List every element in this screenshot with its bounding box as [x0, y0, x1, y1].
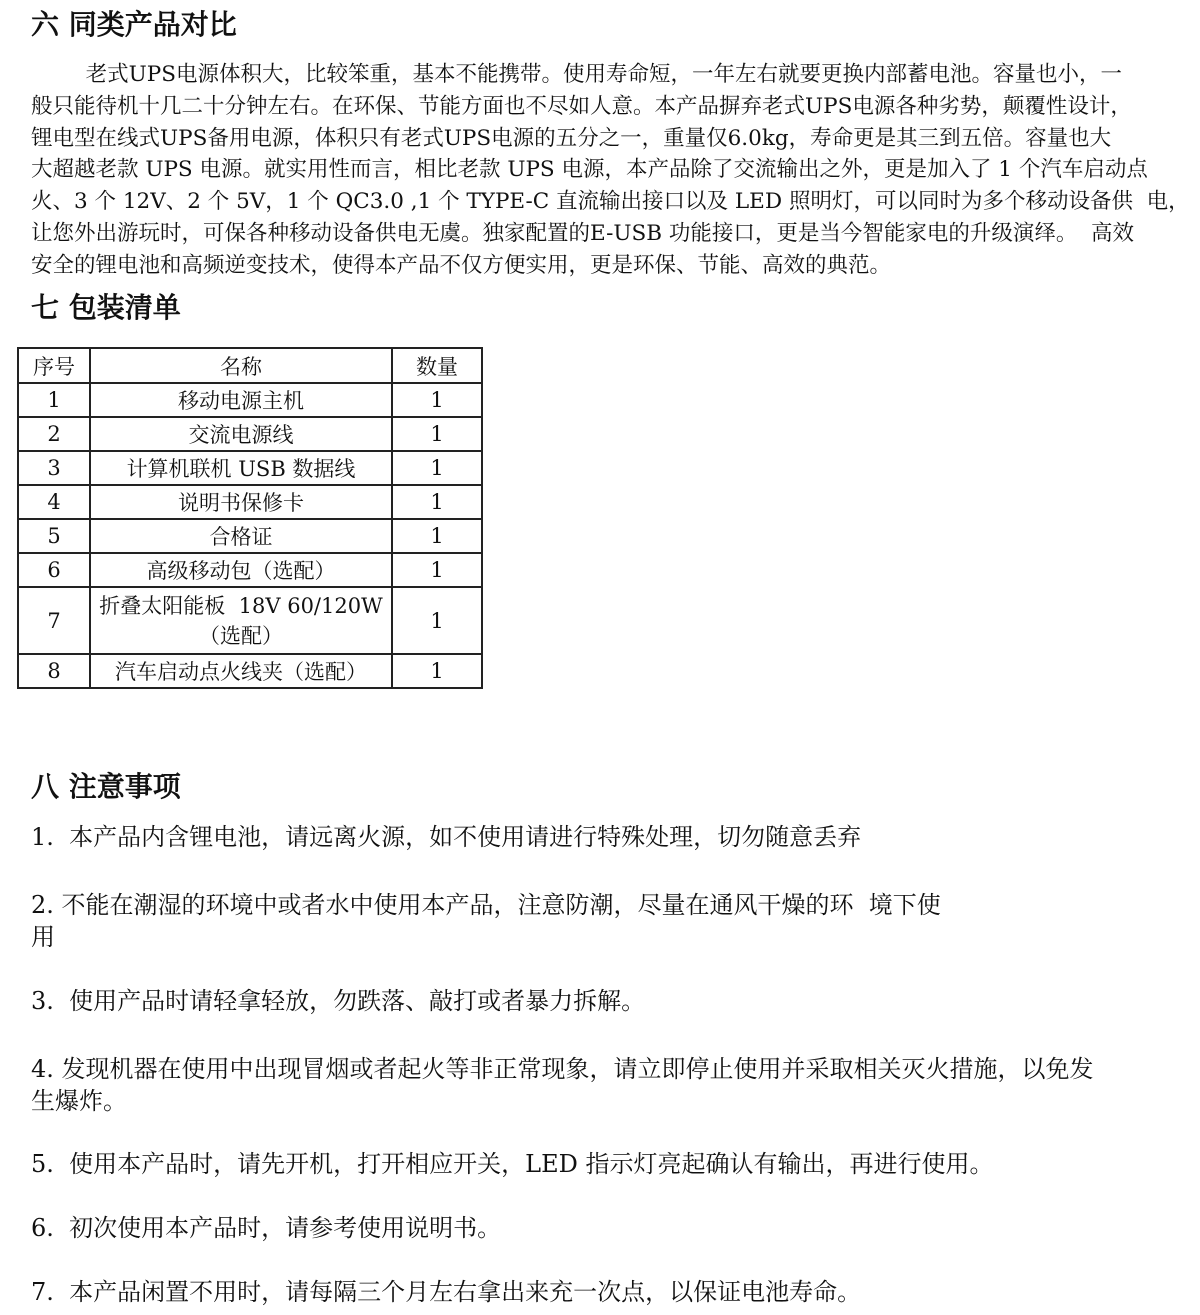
notice-line: 2. 不能在潮湿的环境中或者水中使用本产品，注意防潮，尽量在通风干燥的环 境下使: [31, 891, 941, 919]
table-row: [18, 485, 482, 519]
cell-quantity: 1: [392, 451, 482, 485]
table-row: [18, 587, 482, 654]
notice-line: 5. 使用本产品时，请先开机，打开相应开关，LED 指示灯亮起确认有输出，再进行使用。: [31, 1150, 994, 1178]
cell-quantity: 1: [392, 485, 482, 519]
notice-line: 用: [31, 923, 55, 951]
cell-name: 说明书保修卡: [90, 485, 392, 519]
cell-number: 7: [18, 587, 90, 654]
section-8-title: 八 注意事项: [31, 770, 181, 803]
paragraph-line: 老式UPS电源体积大，比较笨重，基本不能携带。使用寿命短，一年左右就要更换内部蓄电池。容量也小，一: [31, 62, 1122, 87]
paragraph-line: 安全的锂电池和高频逆变技术，使得本产品不仅方便实用，更是环保、节能、高效的典范。: [31, 252, 892, 278]
section-7-title: 七 包装清单: [31, 291, 181, 324]
cell-number: 6: [18, 553, 90, 587]
cell-quantity: 1: [392, 553, 482, 587]
table-header-row: [18, 348, 482, 383]
notice-line: 1. 本产品内含锂电池，请远离火源，如不使用请进行特殊处理，切勿随意丢弃: [31, 823, 862, 851]
cell-number: 3: [18, 451, 90, 485]
cell-name: 移动电源主机: [90, 383, 392, 417]
paragraph-line: 火、3 个 12V、2 个 5V，1 个 QC3.0 ,1 个 TYPE-C 直流输出接口以及 LED 照明灯，可以同时为多个移动设备供 电，: [31, 189, 1190, 215]
notice-line: 3. 使用产品时请轻拿轻放，勿跌落、敲打或者暴力拆解。: [31, 987, 646, 1015]
cell-name: [90, 587, 392, 654]
cell-name: 汽车启动点火线夹（选配）: [90, 654, 392, 688]
notice-item: [31, 1148, 1171, 1180]
cell-name-line: 折叠太阳能板 18V 60/120W: [99, 593, 383, 618]
cell-number: 4: [18, 485, 90, 519]
table-row: [18, 451, 482, 485]
table-row: [18, 417, 482, 451]
cell-number: 1: [18, 383, 90, 417]
paragraph-line: 锂电型在线式UPS备用电源，体积只有老式UPS电源的五分之一，重量仅6.0kg，寿命更是其三到五倍。容量也大: [31, 125, 1112, 151]
notice-item: [31, 985, 1171, 1017]
notice-item: [31, 889, 1171, 953]
cell-number: 8: [18, 654, 90, 688]
notice-item: [31, 821, 1171, 853]
notice-line: 生爆炸。: [31, 1087, 127, 1115]
section-6-paragraph: [31, 59, 1190, 282]
packing-list-table: [17, 347, 483, 689]
table-row: [18, 519, 482, 553]
table-row: [18, 553, 482, 587]
cell-quantity: 1: [392, 417, 482, 451]
cell-name: 高级移动包（选配）: [90, 553, 392, 587]
notice-line: 4. 发现机器在使用中出现冒烟或者起火等非正常现象，请立即停止使用并采取相关灭火措施，以免发: [31, 1055, 1094, 1083]
notice-line: 7. 本产品闲置不用时，请每隔三个月左右拿出来充一次点，以保证电池寿命。: [31, 1278, 862, 1306]
table-row: [18, 654, 482, 688]
column-header-name: 名称: [90, 348, 392, 383]
cell-name: 计算机联机 USB 数据线: [90, 451, 392, 485]
cell-quantity: 1: [392, 519, 482, 553]
cell-name: 交流电源线: [90, 417, 392, 451]
paragraph-line: 大超越老款 UPS 电源。就实用性而言，相比老款 UPS 电源，本产品除了交流输出之外，更是加入了 1 个汽车启动点: [31, 157, 1148, 183]
cell-name: 合格证: [90, 519, 392, 553]
cell-number: 5: [18, 519, 90, 553]
section-6-title: 六 同类产品对比: [31, 8, 237, 41]
column-header-number: 序号: [18, 348, 90, 383]
cell-quantity: 1: [392, 383, 482, 417]
notice-item: [31, 1053, 1171, 1117]
cell-number: 2: [18, 417, 90, 451]
cell-quantity: 1: [392, 654, 482, 688]
table-row: [18, 383, 482, 417]
notice-item: [31, 1276, 1171, 1308]
paragraph-line: 让您外出游玩时，可保各种移动设备供电无虞。独家配置的E-USB 功能接口，更是当今智能家电的升级演绎。 高效: [31, 220, 1135, 246]
column-header-quantity: 数量: [392, 348, 482, 383]
cell-name-line: （选配）: [199, 623, 283, 648]
notice-item: [31, 1212, 1171, 1244]
cell-quantity: 1: [392, 587, 482, 654]
paragraph-line: 般只能待机十几二十分钟左右。在环保、节能方面也不尽如人意。本产品摒弃老式UPS电源各种劣势，颠覆性设计，: [31, 93, 1132, 119]
notice-line: 6. 初次使用本产品时，请参考使用说明书。: [31, 1214, 502, 1242]
